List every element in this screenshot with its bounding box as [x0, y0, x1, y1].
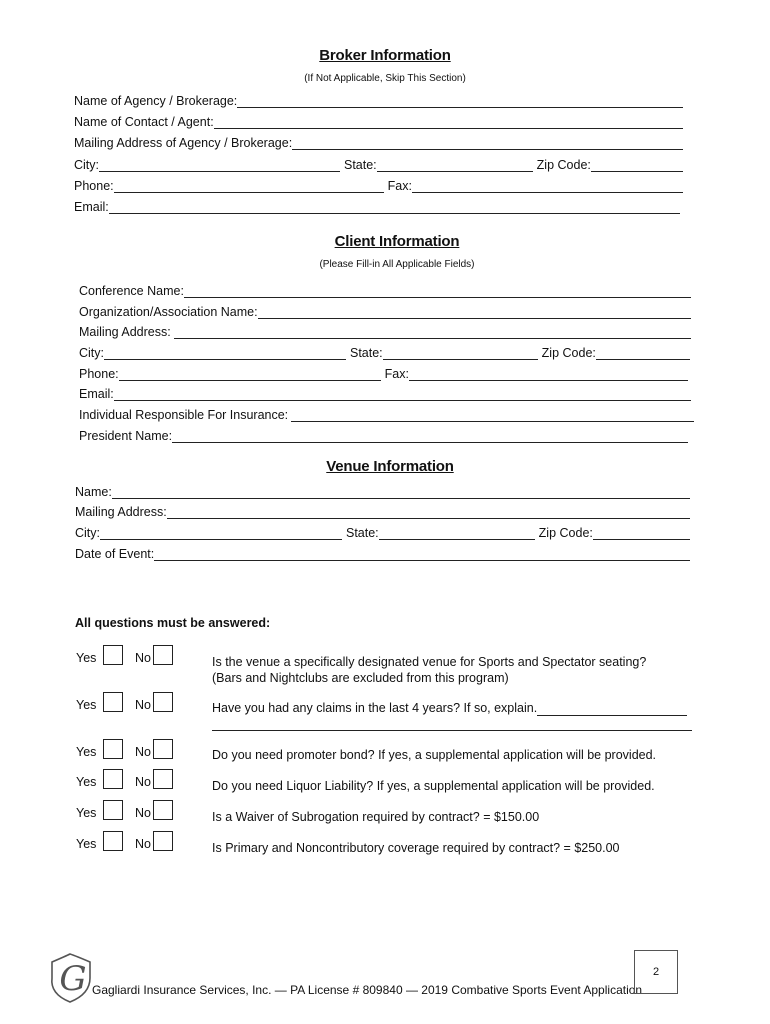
client-president-label: President Name: [79, 429, 173, 443]
question-6-no-checkbox[interactable] [153, 831, 173, 851]
question-2-explain-line2[interactable] [212, 717, 692, 731]
broker-contact-field[interactable] [214, 115, 683, 129]
venue-state-label: State: [346, 526, 379, 540]
client-mailing-label: Mailing Address: [79, 325, 171, 339]
client-section-subtitle: (Please Fill-in All Applicable Fields) [319, 259, 475, 270]
page-number: 2 [634, 950, 678, 994]
client-section-title: Client Information [334, 233, 460, 250]
venue-name-field[interactable] [112, 485, 690, 499]
venue-city-row [75, 522, 690, 540]
venue-name-label: Name: [75, 485, 112, 499]
broker-phone-row [74, 175, 683, 193]
questions-heading: All questions must be answered: [75, 616, 271, 630]
venue-mailing-label: Mailing Address: [75, 505, 167, 519]
client-president-row [79, 425, 688, 443]
broker-phone-label: Phone: [74, 179, 114, 193]
question-1-yes-checkbox[interactable] [103, 645, 123, 665]
broker-email-label: Email: [74, 200, 109, 214]
client-phone-row [79, 363, 688, 381]
client-conference-label: Conference Name: [79, 284, 184, 298]
question-2-explain-field[interactable] [537, 702, 687, 716]
question-2-yes-checkbox[interactable] [103, 692, 123, 712]
client-state-field[interactable] [383, 346, 538, 360]
question-5-text: Is a Waiver of Subrogation required by contract? = $150.00 [212, 810, 540, 824]
question-4-no-checkbox[interactable] [153, 769, 173, 789]
venue-name-row [75, 481, 690, 499]
broker-state-field[interactable] [377, 158, 533, 172]
broker-agency-row [74, 90, 683, 108]
yes-label: Yes [76, 698, 97, 712]
broker-city-row [74, 154, 683, 172]
question-3-text: Do you need promoter bond? If yes, a supplemental application will be provided. [212, 748, 657, 762]
venue-date-label: Date of Event: [75, 547, 155, 561]
question-6-text: Is Primary and Noncontributory coverage required by contract? = $250.00 [212, 841, 620, 855]
no-label: No [135, 745, 151, 759]
question-5-no-checkbox[interactable] [153, 800, 173, 820]
broker-city-field[interactable] [99, 158, 340, 172]
venue-zip-label: Zip Code: [538, 526, 593, 540]
broker-fax-field[interactable] [412, 179, 683, 193]
venue-date-field[interactable] [154, 547, 690, 561]
venue-date-row [75, 543, 690, 561]
venue-state-field[interactable] [379, 526, 535, 540]
question-5-yes-checkbox[interactable] [103, 800, 123, 820]
question-6-yes-checkbox[interactable] [103, 831, 123, 851]
broker-fax-label: Fax: [387, 179, 412, 193]
client-city-row [79, 342, 690, 360]
question-2-no-checkbox[interactable] [153, 692, 173, 712]
question-5-answers [76, 800, 173, 820]
no-label: No [135, 698, 151, 712]
broker-phone-field[interactable] [114, 179, 384, 193]
venue-city-field[interactable] [100, 526, 342, 540]
no-label: No [135, 837, 151, 851]
client-organization-field[interactable] [258, 305, 691, 319]
broker-zip-field[interactable] [591, 158, 683, 172]
venue-section-title: Venue Information [326, 458, 454, 475]
question-2-answers [76, 692, 173, 712]
client-email-label: Email: [79, 387, 114, 401]
venue-mailing-row [75, 501, 690, 519]
broker-email-field[interactable] [109, 200, 680, 214]
question-1-no-checkbox[interactable] [153, 645, 173, 665]
broker-contact-row [74, 111, 683, 129]
client-city-field[interactable] [104, 346, 346, 360]
client-phone-field[interactable] [119, 367, 381, 381]
client-fax-field[interactable] [409, 367, 688, 381]
client-phone-label: Phone: [79, 367, 119, 381]
venue-mailing-field[interactable] [167, 505, 690, 519]
broker-state-label: State: [344, 158, 377, 172]
question-4-text: Do you need Liquor Liability? If yes, a supplemental application will be provided. [212, 779, 655, 793]
yes-label: Yes [76, 775, 97, 789]
question-1-text [212, 654, 646, 686]
no-label: No [135, 775, 151, 789]
question-4-answers [76, 769, 173, 789]
question-1-line2: (Bars and Nightclubs are excluded from this program) [212, 671, 509, 685]
logo-letter: G [59, 959, 87, 999]
client-state-label: State: [350, 346, 383, 360]
footer-text: Gagliardi Insurance Services, Inc. — PA License # 809840 — 2019 Combative Sports Event Application [92, 983, 643, 997]
question-3-no-checkbox[interactable] [153, 739, 173, 759]
question-1-line1: Is the venue a specifically designated venue for Sports and Spectator seating? [212, 655, 647, 669]
broker-agency-label: Name of Agency / Brokerage: [74, 94, 238, 108]
client-president-field[interactable] [172, 429, 688, 443]
client-organization-label: Organization/Association Name: [79, 305, 258, 319]
question-3-answers [76, 739, 173, 759]
client-fax-label: Fax: [384, 367, 409, 381]
client-conference-field[interactable] [184, 284, 691, 298]
client-city-label: City: [79, 346, 104, 360]
broker-mailing-label: Mailing Address of Agency / Brokerage: [74, 136, 293, 150]
gagliardi-logo-icon [46, 952, 96, 1004]
question-6-answers [76, 831, 173, 851]
client-insurance-label: Individual Responsible For Insurance: [79, 408, 289, 422]
question-2-line1: Have you had any claims in the last 4 years? If so, explain. [212, 701, 538, 715]
yes-label: Yes [76, 837, 97, 851]
broker-section-subtitle: (If Not Applicable, Skip This Section) [304, 73, 466, 84]
client-mailing-field[interactable] [174, 325, 691, 339]
client-insurance-row [79, 404, 694, 422]
yes-label: Yes [76, 806, 97, 820]
question-3-yes-checkbox[interactable] [103, 739, 123, 759]
client-organization-row [79, 301, 691, 319]
client-mailing-row [79, 321, 691, 339]
yes-label: Yes [76, 745, 97, 759]
broker-mailing-field[interactable] [292, 136, 683, 150]
question-2-text [212, 700, 687, 716]
client-conference-row [79, 280, 691, 298]
client-email-row [79, 383, 691, 401]
broker-contact-label: Name of Contact / Agent: [74, 115, 214, 129]
broker-section-title: Broker Information [319, 47, 451, 64]
question-1-answers [76, 645, 173, 665]
broker-agency-field[interactable] [237, 94, 683, 108]
broker-mailing-row [74, 132, 683, 150]
client-zip-label: Zip Code: [541, 346, 596, 360]
no-label: No [135, 806, 151, 820]
venue-city-label: City: [75, 526, 100, 540]
no-label: No [135, 651, 151, 665]
broker-city-label: City: [74, 158, 99, 172]
broker-zip-label: Zip Code: [536, 158, 591, 172]
client-zip-field[interactable] [596, 346, 690, 360]
question-4-yes-checkbox[interactable] [103, 769, 123, 789]
yes-label: Yes [76, 651, 97, 665]
client-email-field[interactable] [114, 387, 691, 401]
venue-zip-field[interactable] [593, 526, 690, 540]
client-insurance-field[interactable] [291, 408, 694, 422]
broker-email-row [74, 196, 680, 214]
